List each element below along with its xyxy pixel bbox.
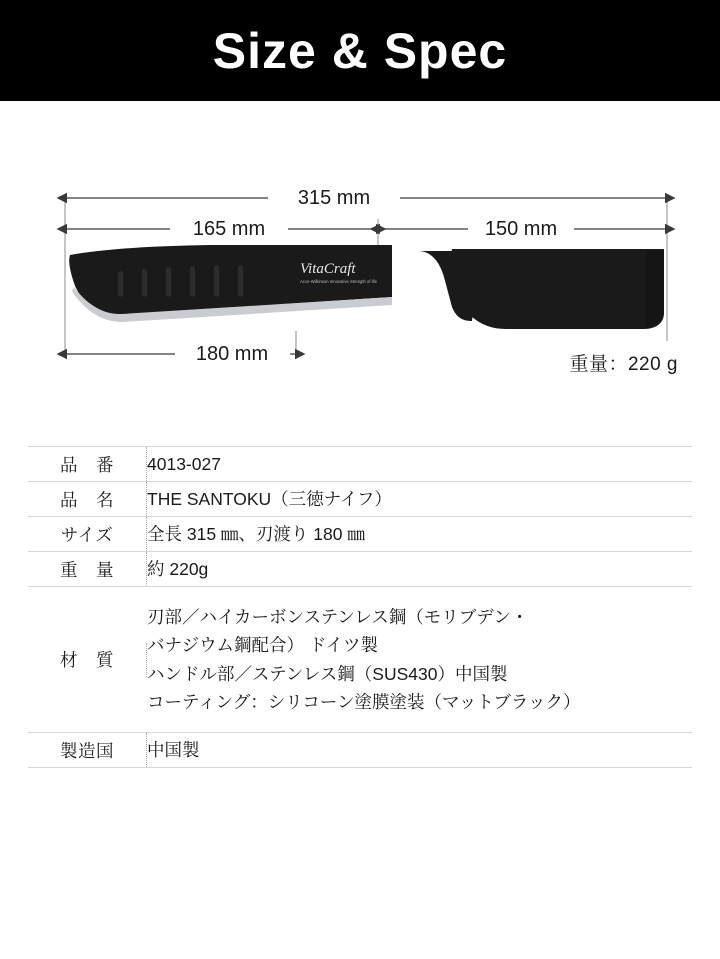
- dimension-handle-section: [379, 218, 666, 240]
- dimension-handle-section-label: 150 mm: [484, 218, 558, 240]
- dimension-edge: [66, 343, 296, 365]
- knife-illustration: [69, 245, 664, 329]
- row-value: [147, 447, 692, 482]
- page-title: Size & Spec: [212, 22, 508, 79]
- table-row: [28, 482, 692, 517]
- row-label: サイズ: [60, 524, 114, 545]
- knife-dimension-diagram: [0, 101, 720, 446]
- dimension-blade-section-label: 165 mm: [192, 218, 266, 240]
- row-label: 材 質: [60, 650, 114, 671]
- brand-sub-text: Acce-Wilkinson Innovative Strength of life: [300, 279, 378, 284]
- dimension-total-label: 315 mm: [297, 187, 371, 209]
- brand-mark-text: VitaCraft: [300, 261, 356, 277]
- row-value: [147, 733, 692, 768]
- table-row: [28, 733, 692, 768]
- row-label: 重 量: [60, 559, 114, 580]
- page-header: [0, 0, 720, 101]
- row-value-line: ハンドル部／ステンレス鋼（SUS430）中国製: [147, 663, 508, 684]
- row-value-line: コーティング：シリコーン塗膜塗装（マットブラック）: [147, 692, 581, 713]
- row-label: 品 名: [60, 489, 114, 510]
- row-value: [147, 552, 692, 587]
- row-label: 品 番: [60, 454, 114, 475]
- row-value: [147, 587, 692, 733]
- row-value-line: THE SANTOKU（三徳ナイフ）: [147, 488, 392, 509]
- table-row: [28, 552, 692, 587]
- spec-table: [28, 446, 692, 768]
- row-value: [147, 482, 692, 517]
- row-value: [147, 517, 692, 552]
- row-value-line: バナジウム鋼配合） ドイツ製: [147, 635, 378, 656]
- row-value-line: 約 220g: [147, 558, 209, 579]
- table-row: [28, 587, 692, 733]
- table-row: [28, 517, 692, 552]
- table-row: [28, 447, 692, 482]
- dimension-blade-section: [66, 218, 377, 240]
- row-value-line: 刃部／ハイカーボンステンレス鋼（モリブデン・: [147, 607, 529, 627]
- dimension-edge-label: 180 mm: [195, 343, 269, 365]
- weight-label: 重量：220 g: [569, 354, 678, 375]
- row-value-line: 全長 315 ㎜、刃渡り 180 ㎜: [147, 523, 365, 544]
- diagram-svg: [0, 101, 720, 446]
- dimension-total: [66, 187, 666, 209]
- row-value-line: 中国製: [147, 740, 200, 761]
- row-value-line: 4013-027: [147, 453, 221, 474]
- row-label: 製造国: [60, 740, 114, 761]
